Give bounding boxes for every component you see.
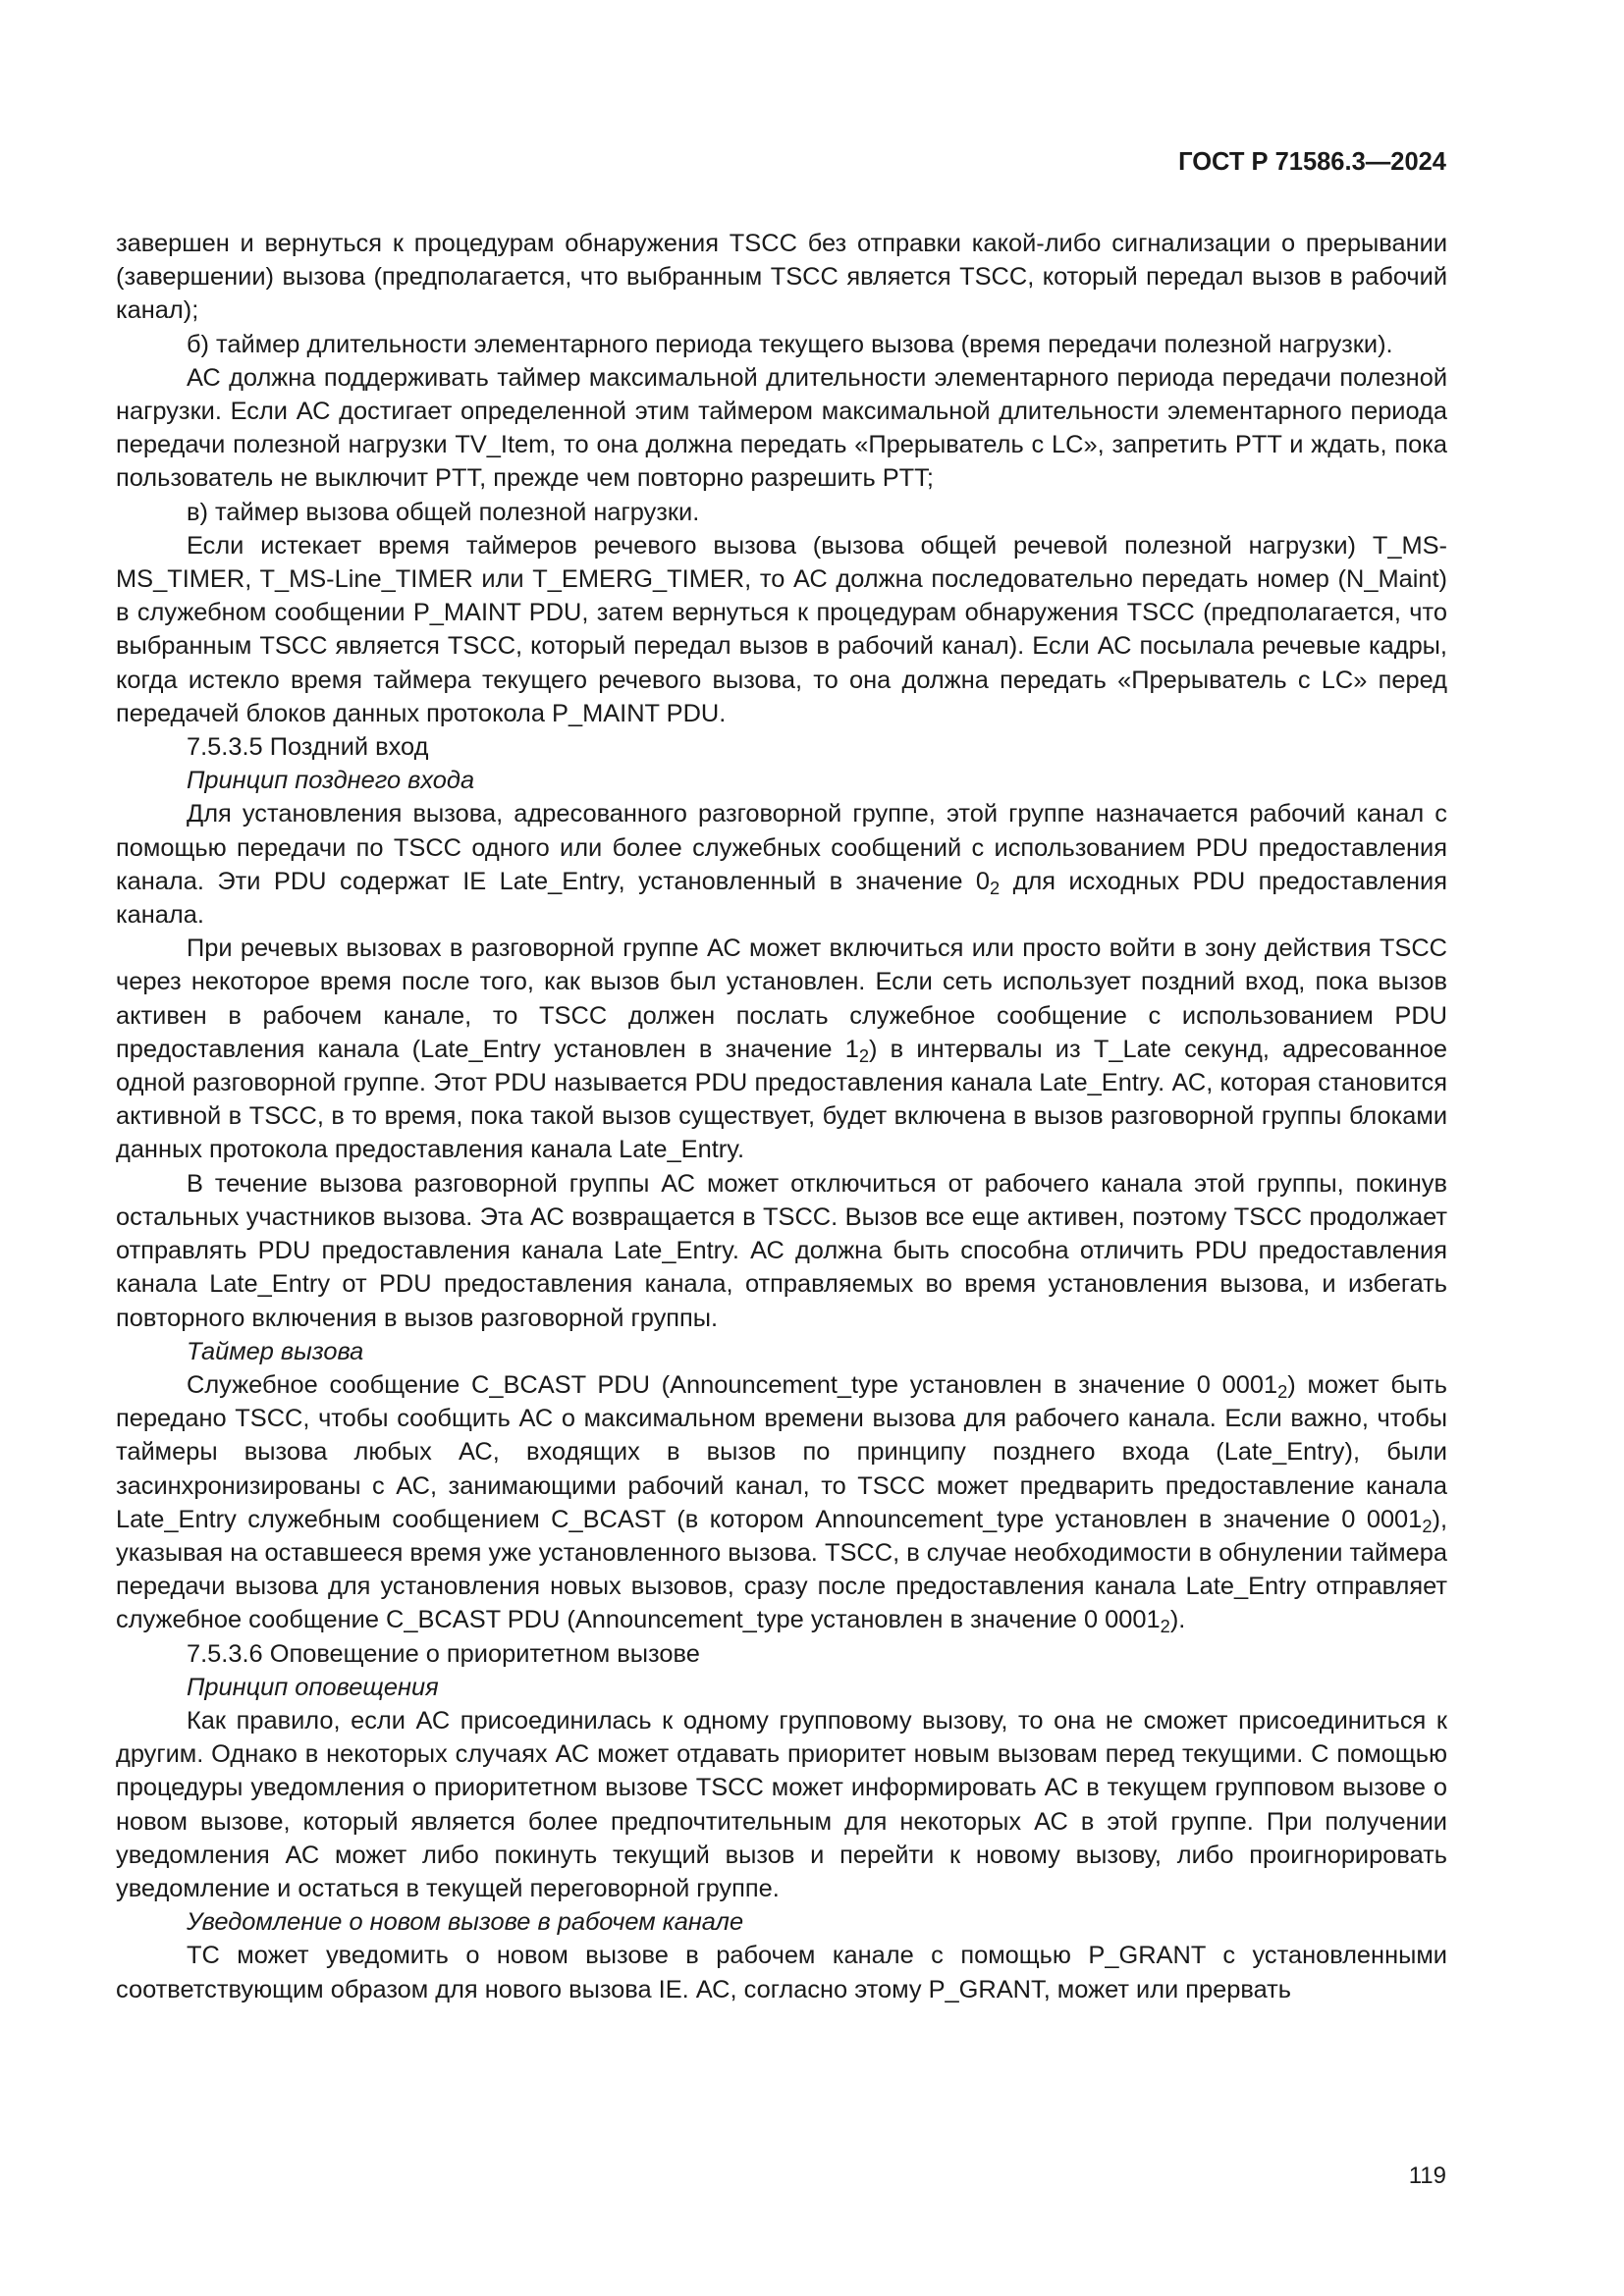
subscript: 2 (990, 877, 1001, 898)
section-heading: 7.5.3.5 Поздний вход (187, 733, 429, 762)
subsection-heading: Принцип оповещения (187, 1673, 439, 1701)
paragraph: Как правило, если АС присоединилась к одному групповому вызову, то она не сможет присоединиться к другим. Однако в некоторых случаях АС может отдавать приоритет новым вызовам перед текущими. С помощью процедуры уведомления о приоритетном вызове TSCC может информировать АС в текущем групповом вызове о новом вызове, который является более предпочтительным для некоторых АС в этой группе. При получении уведомления АС может либо покинуть текущий вызов и перейти к новому вызову, либо проигнорировать уведомление и остаться в текущей переговорной группе. (116, 1706, 1447, 1902)
page-number: 119 (1408, 2163, 1446, 2189)
subsection-heading: Уведомление о новом вызове в рабочем канале (187, 1908, 744, 1937)
paragraph: В течение вызова разговорной группы АС может отключиться от рабочего канала этой группы, покинув остальных участников вызова. Эта АС возвращается в TSCC. Вызов все еще активен, поэтому TSCC продолжает отправлять PDU предоставления канала Late_Entry. АС должна быть способна отличить PDU предоставления канала Late_Entry от PDU предоставления канала, отправляемых во время установления вызова, и избегать повторного включения в вызов разговорной группы. (116, 1169, 1447, 1332)
text-run: для исходных PDU предоставления канала. (116, 867, 1447, 930)
subscript: 2 (1277, 1381, 1288, 1403)
paragraph: ТС может уведомить о новом вызове в рабочем канале с помощью P_GRANT с установленными соответствующим образом для нового вызова IE. АС, согласно этому P_GRANT, может или прервать (116, 1942, 1447, 2003)
paragraph: Если истекает время таймеров речевого вызова (вызова общей речевой полезной нагрузки) T_MS-MS_TIMER, T_MS-Line_TIMER или T_EMERG_TIMER, то АС должна последовательно передать номер (N_Maint) в служебном сообщении P_MAINT PDU, затем вернуться к процедурам обнаружения TSCC (предполагается, что выбранным TSCC является TSCC, который передал вызов в рабочий канал). Если АС посылала речевые кадры, когда истекло время таймера текущего речевого вызова, то она должна передать «Прерыватель с LC» перед передачей блоков данных протокола P_MAINT PDU. (116, 531, 1447, 727)
section-heading: 7.5.3.6 Оповещение о приоритетном вызове (187, 1639, 700, 1668)
text-run: ). (1169, 1606, 1186, 1634)
paragraph (116, 1368, 1447, 1637)
paragraph (116, 932, 1447, 1166)
text-run: ) в интервалы из T_Late секунд, адресованное одной разговорной группе. Этот PDU называется PDU предоставления канала Late_Entry. АС, которая становится активной в TSCC, в то время, пока такой вызов существует, будет включена в вызов разговорной группы блоками данных протокола предоставления канала Late_Entry. (116, 1035, 1447, 1164)
text-run: При речевых вызовах в разговорной группе АС может включиться или просто войти в зону действия TSCC через некоторое время после того, как вызов был установлен. Если сеть использует поздний вход, пока вызов активен в рабочем канале, то TSCC должен послать служебное сообщение с использованием PDU предоставления канала (Late_Entry установлен в значение 1 (116, 934, 1447, 1063)
subsection-heading: Принцип позднего входа (187, 767, 475, 795)
standard-header: ГОСТ Р 71586.3—2024 (1178, 148, 1446, 176)
subscript: 2 (858, 1044, 870, 1066)
text-run: Служебное сообщение C_BCAST PDU (Announcement_type установлен в значение 0 0001 (187, 1370, 1278, 1399)
text-run: ) может быть передано TSCC, чтобы сообщить АС о максимальном времени вызова для рабочего канала. Если важно, чтобы таймеры вызова любых АС, входящих в вызов по принципу позднего входа (Late_Entry), были засинхронизированы с АС, занимающими рабочий канал, то TSCC может предварить предоставление канала Late_Entry служебным сообщением C_BCAST (в котором Announcement_type установлен в значение 0 0001 (116, 1370, 1447, 1533)
list-item: б) таймер длительности элементарного периода текущего вызова (время передачи полезной нагрузки). (187, 330, 1393, 358)
paragraph: АС должна поддерживать таймер максимальной длительности элементарного периода передачи полезной нагрузки. Если АС достигает определенной этим таймером максимальной длительности элементарного периода передачи полезной нагрузки TV_Item, то она должна передать «Прерыватель с LC», запретить PTT и ждать, пока пользователь не выключит PTT, прежде чем повторно разрешить PTT; (116, 363, 1447, 493)
text-run: ), указывая на оставшееся время уже установленного вызова. TSCC, в случае необходимости в обнулении таймера передачи вызова для установления новых вызовов, сразу после предоставления канала Late_Entry отправляет служебное сообщение C_BCAST PDU (Announcement_type установлен в значение 0 0001 (116, 1505, 1447, 1634)
paragraph (116, 797, 1447, 932)
subscript: 2 (1422, 1515, 1433, 1536)
subscript: 2 (1160, 1616, 1170, 1637)
subsection-heading: Таймер вызова (187, 1337, 364, 1365)
list-item: в) таймер вызова общей полезной нагрузки. (187, 498, 700, 526)
document-body (116, 227, 1447, 2006)
paragraph: завершен и вернуться к процедурам обнаружения TSCC без отправки какой-либо сигнализации о прерывании (завершении) вызова (предполагается, что выбранным TSCC является TSCC, который передал вызов в рабочий канал); (116, 230, 1447, 325)
text-run: Для установления вызова, адресованного разговорной группе, этой группе назначается рабочий канал с помощью передачи по TSCC одного или более служебных сообщений с использованием PDU предоставления канала. Эти PDU содержат IE Late_Entry, установленный в значение 0 (116, 800, 1447, 895)
